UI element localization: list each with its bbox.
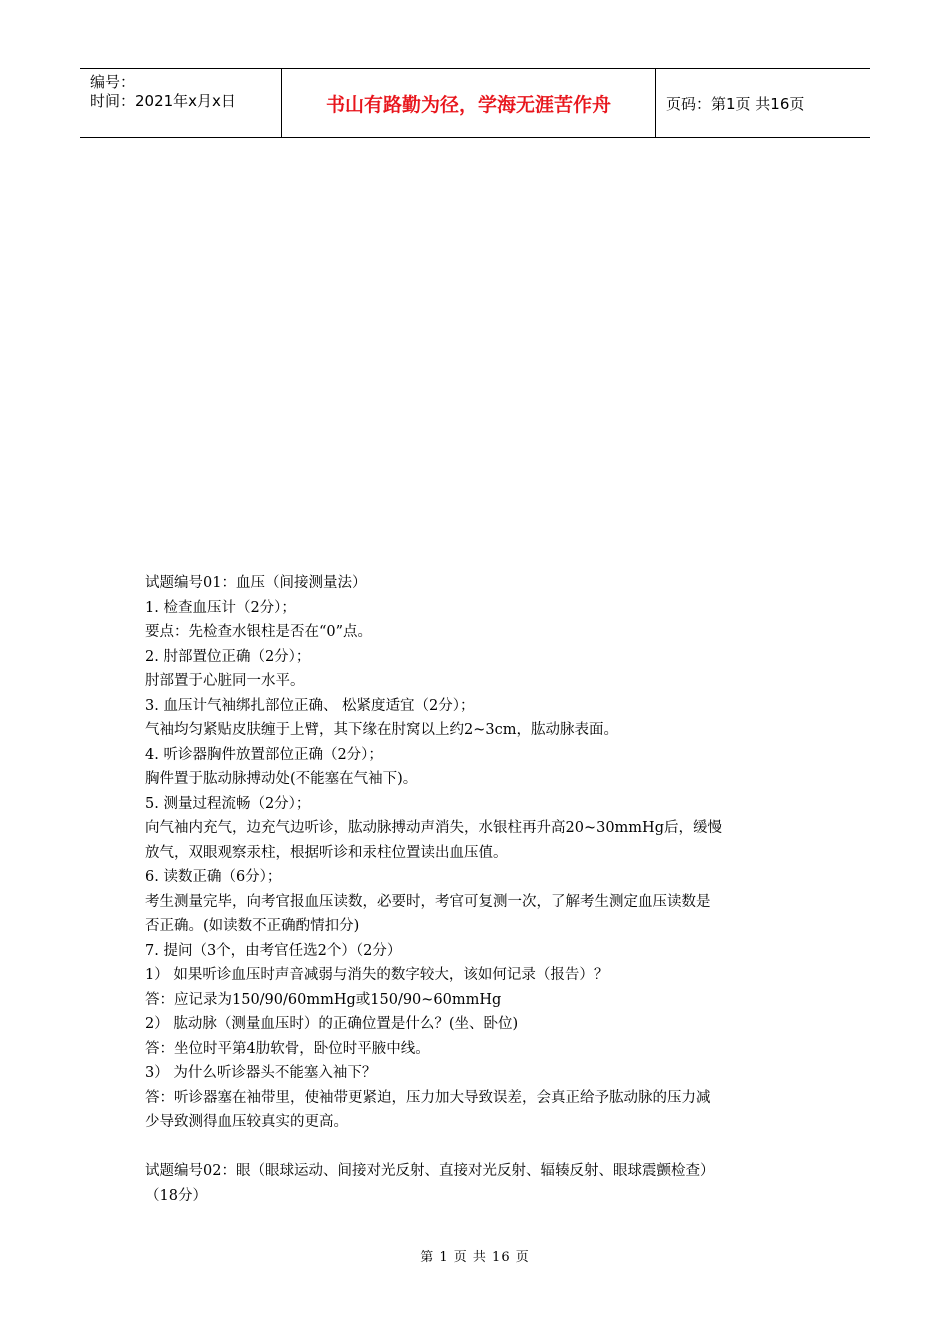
text-line: 放气，双眼观察汞柱，根据听诊和汞柱位置读出血压值。 [145,844,508,861]
text-line: 胸件置于肱动脉搏动处(不能塞在气袖下)。 [145,771,418,787]
document-body [145,571,810,1208]
text-line: 3. 血压计气袖绑扎部位正确、 松紧度适宜（2分）； [145,697,475,714]
header-motto: 书山有路勤为径，学海无涯苦作舟 [282,69,656,137]
text-line: 要点：先检查水银柱是否在“0”点。 [145,624,373,640]
text-line: 2. 肘部置位正确（2分）； [145,648,311,665]
text-line: 否正确。(如读数不正确酌情扣分) [145,918,360,934]
text-line: 1） 如果听诊血压时声音减弱与消失的数字较大，该如何记录（报告）？ [145,967,609,983]
text-line: 6. 读数正确（6分）； [145,869,282,885]
text-line: 4. 听诊器胸件放置部位正确（2分）； [145,746,383,763]
header-meta [80,69,282,137]
text-line: 答：听诊器塞在袖带里，使袖带更紧迫，压力加大导致误差，会真正给予肱动脉的压力减 [145,1089,711,1106]
text-line: 2） 肱动脉（测量血压时）的正确位置是什么？(坐、卧位) [145,1016,519,1032]
text-line: 气袖均匀紧贴皮肤缠于上臂，其下缘在肘窝以上约2~3cm，肱动脉表面。 [145,722,618,738]
text-line: 少导致测得血压较真实的更高。 [145,1114,348,1130]
question-heading-cont: （18分） [145,1187,207,1204]
paragraph-gap [145,1135,810,1160]
question-heading: 试题编号02：眼（眼球运动、间接对光反射、直接对光反射、辐辏反射、眼球震颤检查） [145,1163,715,1179]
code-label: 编号： [90,73,136,91]
page-footer: 第 1 页 共 16 页 [420,1250,530,1265]
text-line: 5. 测量过程流畅（2分）； [145,795,311,812]
page-header [80,68,870,138]
text-line: 7. 提问（3个，由考官任选2个）（2分） [145,942,402,959]
text-line: 3） 为什么听诊器头不能塞入袖下？ [145,1065,377,1081]
text-line: 试题编号01：血压（间接测量法） [145,575,367,591]
text-line: 1. 检查血压计（2分）； [145,599,296,616]
text-line: 向气袖内充气，边充气边听诊，肱动脉搏动声消失，水银柱再升高20~30mmHg后，缓慢 [145,820,722,836]
time-label: 时间：2021年x月x日 [90,92,236,110]
text-line: 答：坐位时平第4肋软骨，卧位时平腋中线。 [145,1040,430,1057]
text-line: 肘部置于心脏同一水平。 [145,673,305,689]
text-line: 答：应记录为150/90/60mmHg或150/90~60mmHg [145,991,502,1008]
text-line: 考生测量完毕，向考官报血压读数，必要时，考官可复测一次，了解考生测定血压读数是 [145,893,711,910]
header-page-info: 页码：第1页 共16页 [666,94,805,113]
